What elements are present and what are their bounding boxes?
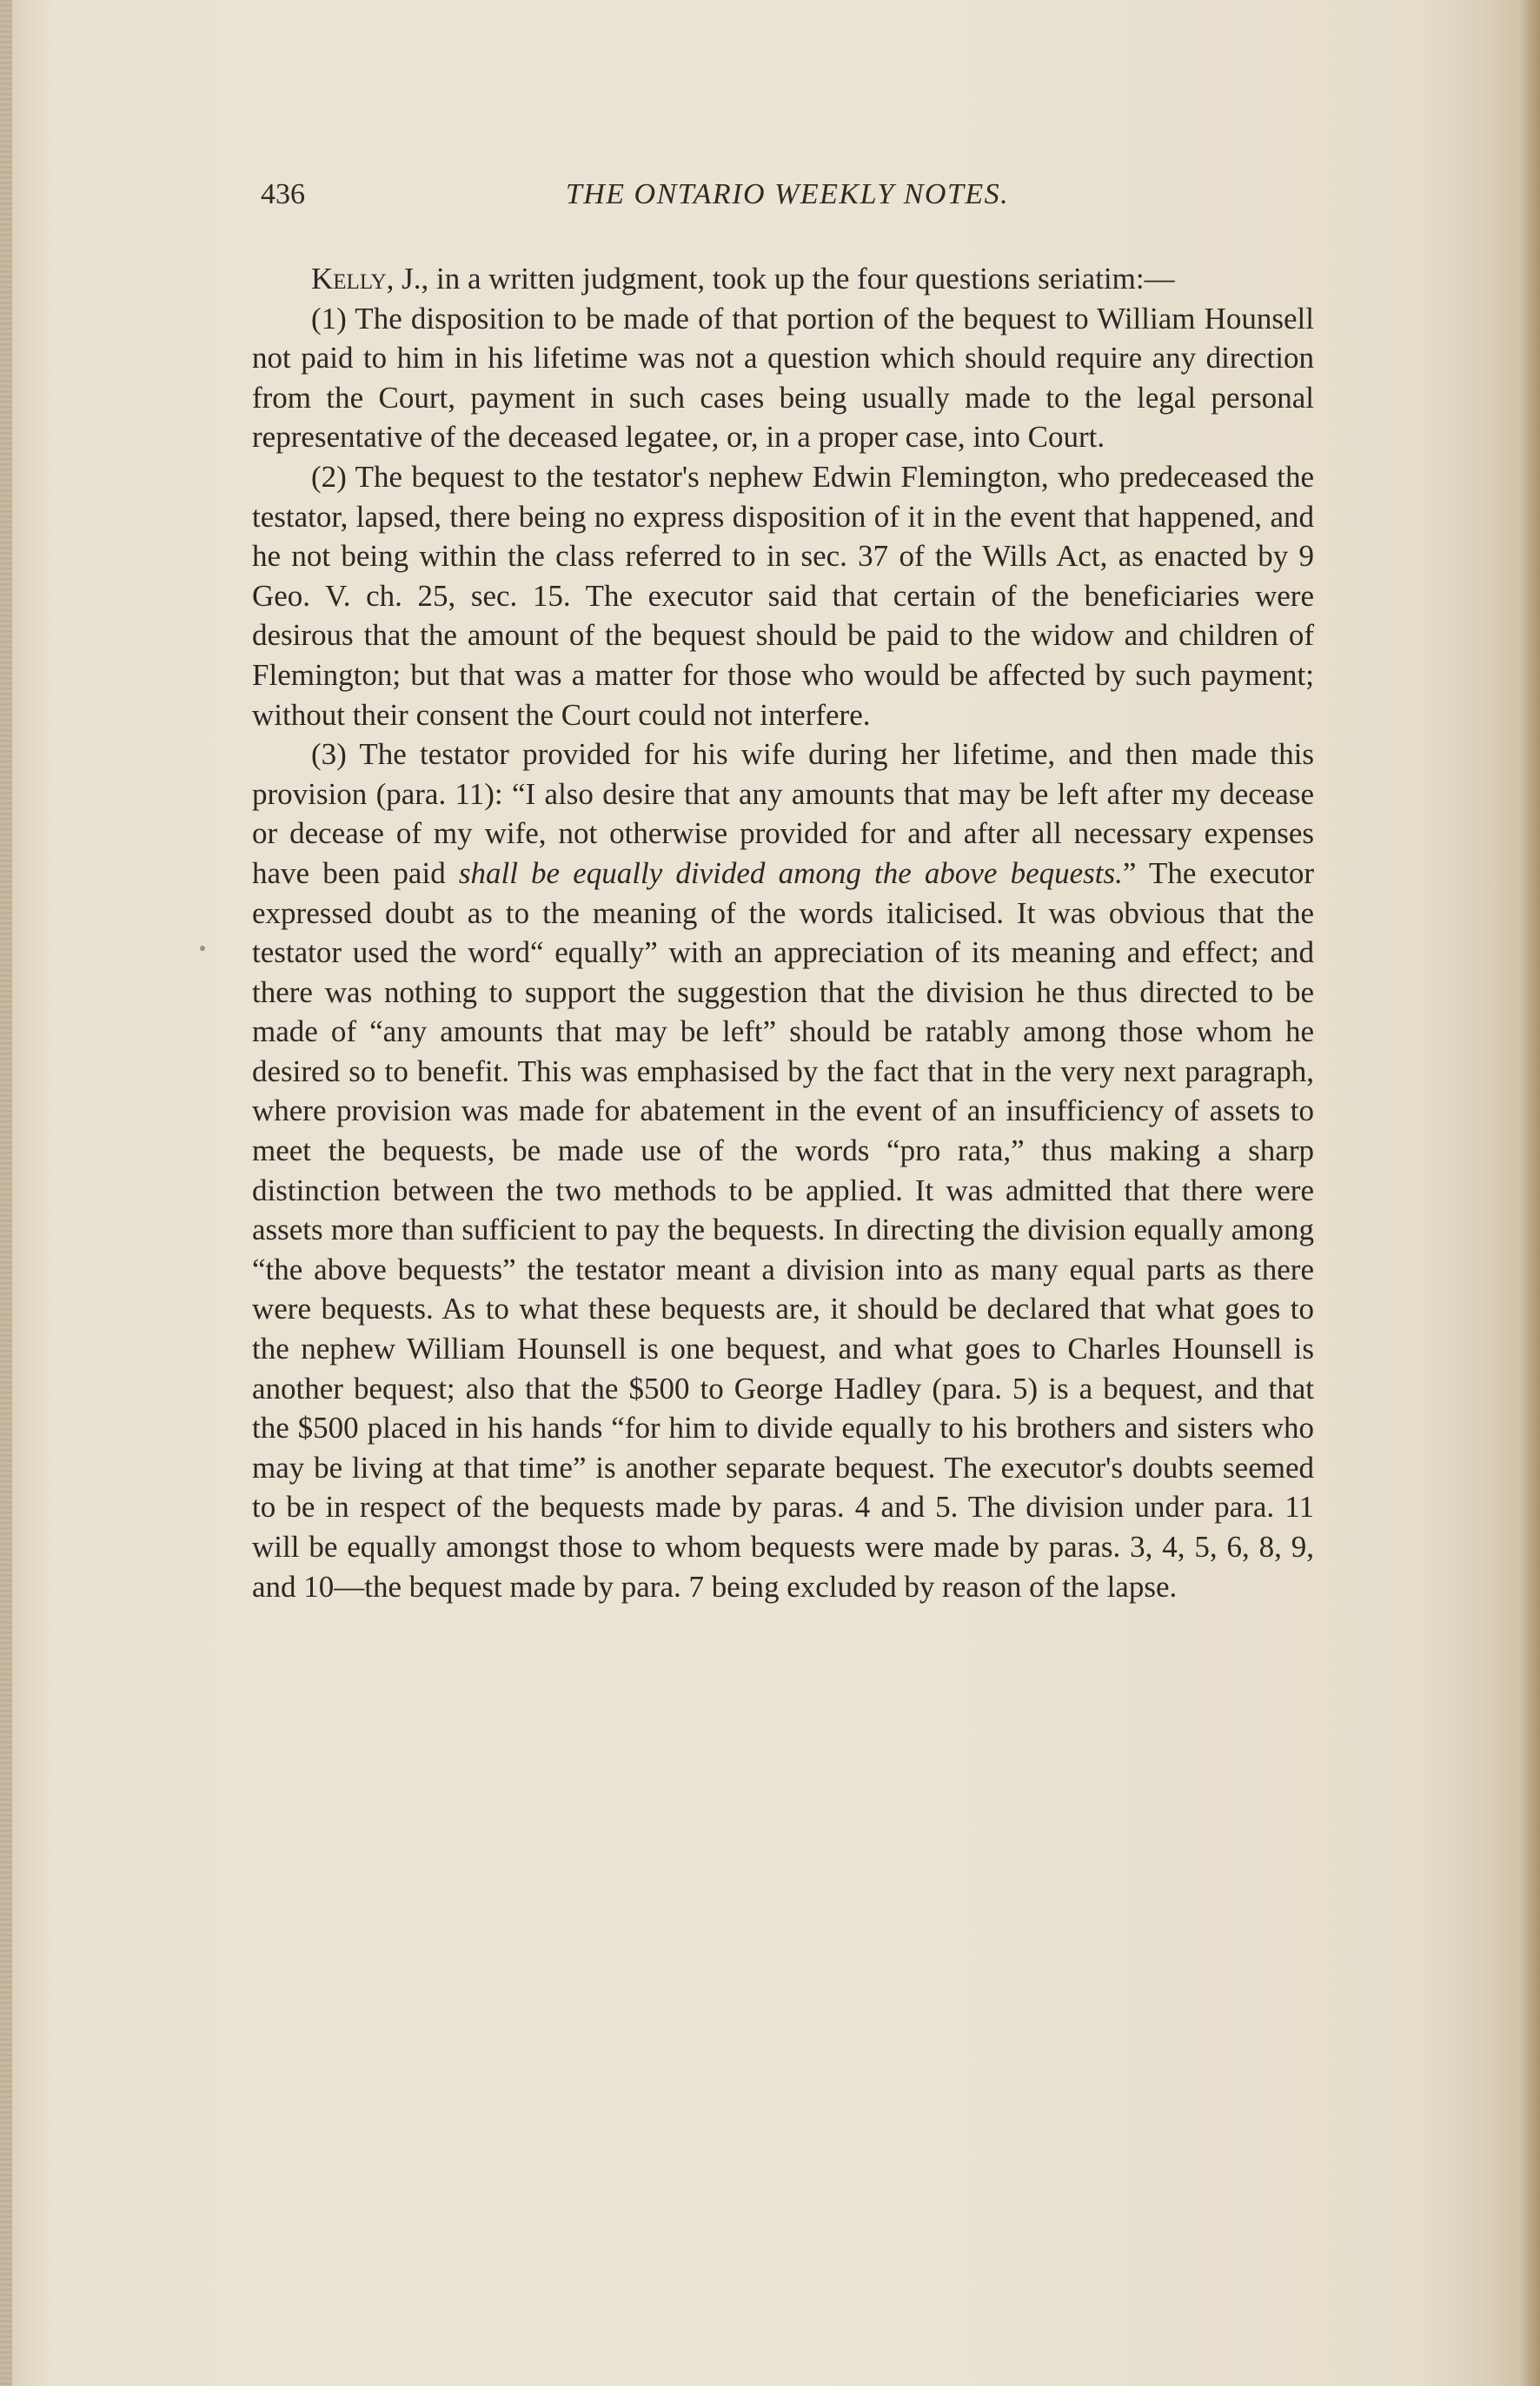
question-3-text-b: ” The executor expressed doubt as to the meaning of the words italicised. It was obvious that the testator used the word“ equally” with an appreciation of its meaning and effect; and there was nothing to support the suggestion that the division he thus directed to be made of “any amounts that may be left” should be ratably among those whom he desired so to benefit. This was emphasised by the fact that in the very next paragraph, where provision was made for abatement in the event of an insufficiency of assets to meet the bequests, be made use of the words “pro rata,” thus making a sharp distinction between the two methods to be applied. It was admitted that there were assets more than sufficient to pay the bequests. In directing the division equally among “the above bequests” the testator meant a division into as many equal parts as there were bequests. As to what these bequests are, it should be declared that what goes to the nephew William Hounsell is one bequest, and what goes to Charles Hounsell is another bequest; also that the $500 to George Hadley (para. 5) is a bequest, and that the $500 placed in his hands “for him to divide equally to his brothers and sisters who may be living at that time” is another separate bequest. The executor's doubts seemed to be in respect of the bequests made by paras. 4 and 5. The division under para. 11 will be equally amongst those to whom bequests were made by paras. 3, 4, 5, 6, 8, 9, and 10—the bequest made by para. 7 being excluded by reason of the lapse. — [252, 855, 1314, 1604]
running-title: THE ONTARIO WEEKLY NOTES. — [565, 178, 1010, 210]
paragraph-question-2: (2) The bequest to the testator's nephew Edwin Flemington, who predeceased the testator, lapsed, there being no express disposition of it in the event that happened, and he not being within the class referred to in sec. 37 of the Wills Act, as enacted by 9 Geo. V. ch. 25, sec. 15. The executor said that certain of the beneficiaries were desirous that the amount of the bequest should be paid to the widow and children of Flemington; but that was a matter for those who would be affected by such payment; without their consent the Court could not interfere. — [252, 459, 1314, 732]
page-right-edge — [1517, 0, 1540, 2386]
margin-speck — [200, 946, 205, 951]
page-number: 436 — [261, 178, 305, 210]
paragraph-question-3 — [252, 734, 1314, 1606]
judgment-text — [252, 259, 1314, 1606]
judge-name: Kelly — [311, 262, 387, 296]
paragraph-intro — [252, 259, 1314, 299]
question-3-text-a: (3) The testator provided for his wife during her lifetime, and then made this provision (para. 11): “I also desire that any amounts that may be left after my decease or decease of my wife, not otherwise provided for and after all necessary expenses have been paid — [252, 737, 1314, 890]
italicised-words: shall be equally divided among the above bequests. — [458, 855, 1123, 890]
page-header — [261, 178, 1314, 222]
page-binding-edge — [0, 0, 12, 2386]
paragraph-question-1: (1) The disposition to be made of that portion of the bequest to William Hounsell not paid to him in his lifetime was not a question which should require any direction from the Court, payment in such cases being usually made to the legal personal representative of the deceased legatee, or, in a proper case, into Court. — [252, 301, 1314, 455]
intro-text: , J., in a written judgment, took up the four questions seriatim:— — [386, 262, 1175, 296]
